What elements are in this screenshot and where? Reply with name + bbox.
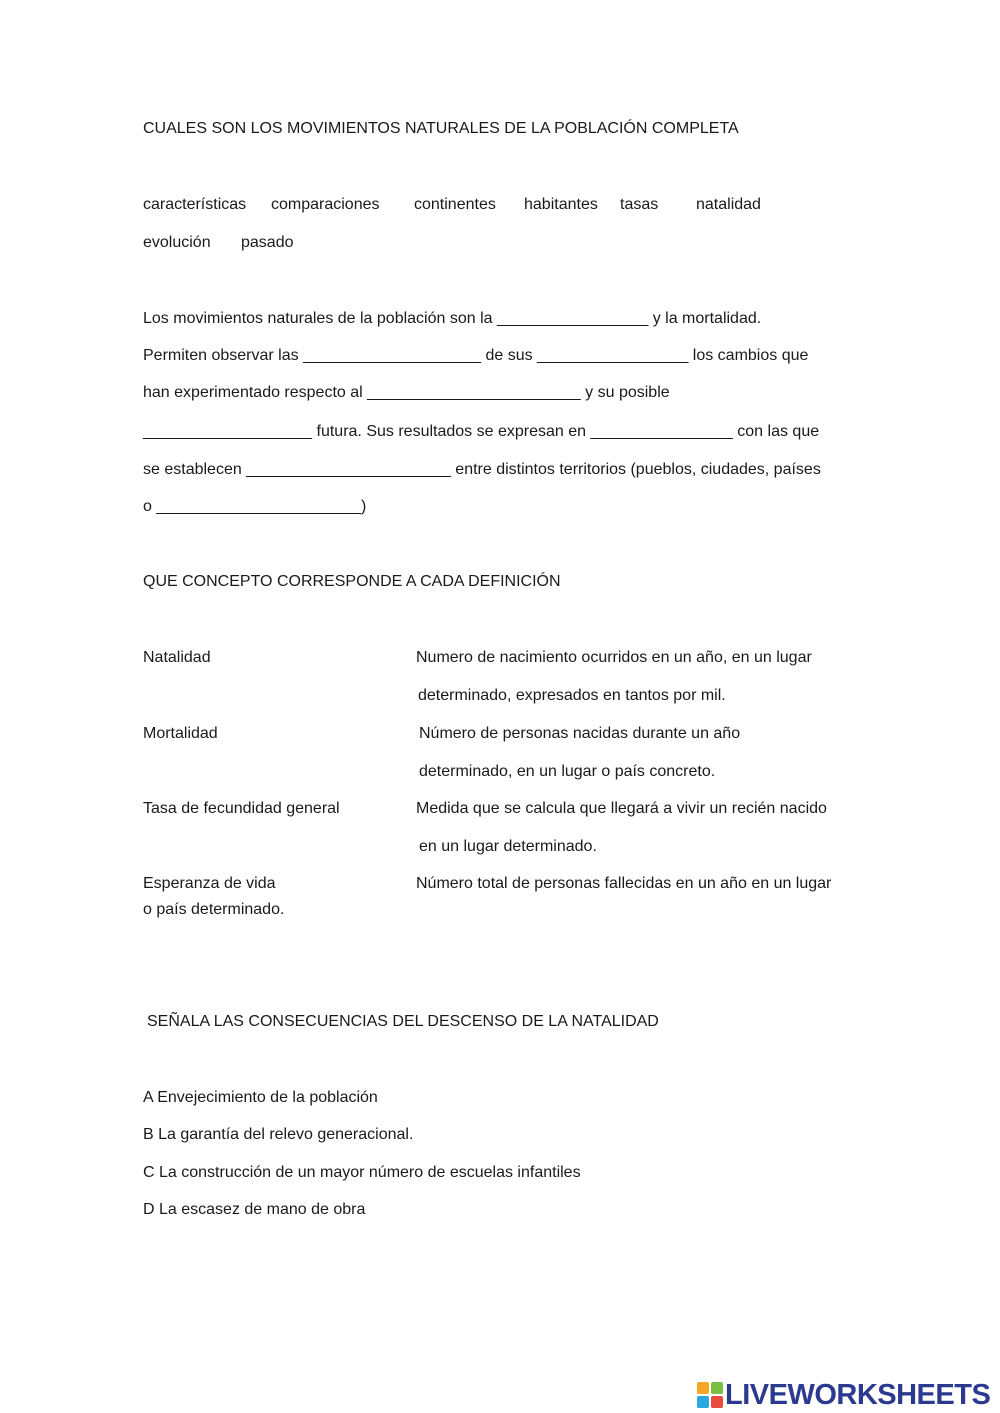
section2-title: QUE CONCEPTO CORRESPONDE A CADA DEFINICIÓN xyxy=(143,573,561,590)
word-bank-item: habitantes xyxy=(524,196,598,213)
paragraph-line: ___________________ futura. Sus resultados se expresan en ________________ con las que xyxy=(143,423,820,440)
word-bank-item: evolución xyxy=(143,234,211,251)
definition-line: Número total de personas fallecidas en un año en un lugar xyxy=(416,875,832,892)
word-bank-item: continentes xyxy=(414,196,496,213)
definition-line: Numero de nacimiento ocurridos en un año, en un lugar xyxy=(416,649,812,666)
term-esperanza-vida: Esperanza de vida xyxy=(143,875,276,892)
paragraph-line: se establecen _______________________ entre distintos territorios (pueblos, ciudades, países xyxy=(143,461,821,478)
option-b: B La garantía del relevo generacional. xyxy=(143,1126,414,1143)
paragraph-line: han experimentado respecto al ________________________ y su posible xyxy=(143,384,670,401)
section1-title: CUALES SON LOS MOVIMIENTOS NATURALES DE LA POBLACIÓN COMPLETA xyxy=(143,120,739,137)
brand-name: LIVEWORKSHEETS xyxy=(725,1378,991,1411)
word-bank-item: comparaciones xyxy=(271,196,380,213)
definition-line: determinado, expresados en tantos por mil. xyxy=(418,687,726,704)
option-d: D La escasez de mano de obra xyxy=(143,1201,366,1218)
definition-line: en un lugar determinado. xyxy=(419,838,597,855)
term-mortalidad: Mortalidad xyxy=(143,725,218,742)
option-a: A Envejecimiento de la población xyxy=(143,1089,378,1106)
definition-line: determinado, en un lugar o país concreto. xyxy=(419,763,716,780)
word-bank-item: pasado xyxy=(241,234,294,251)
word-bank-item: tasas xyxy=(620,196,659,213)
term-tasa-fecundidad: Tasa de fecundidad general xyxy=(143,800,340,817)
liveworksheets-logo xyxy=(697,1378,990,1412)
word-bank-item: natalidad xyxy=(696,196,761,213)
paragraph-line: o _______________________) xyxy=(143,498,367,515)
definition-line: Número de personas nacidas durante un año xyxy=(419,725,741,742)
word-bank-item: características xyxy=(143,196,247,213)
logo-mark-icon xyxy=(697,1382,723,1408)
definition-line: Medida que se calcula que llegará a vivir un recién nacido xyxy=(416,800,827,817)
paragraph-line: Permiten observar las ____________________ de sus _________________ los cambios que xyxy=(143,347,809,364)
definition-line: o país determinado. xyxy=(143,901,285,918)
option-c: C La construcción de un mayor número de escuelas infantiles xyxy=(143,1164,581,1181)
term-natalidad: Natalidad xyxy=(143,649,211,666)
paragraph-line: Los movimientos naturales de la población son la _________________ y la mortalidad. xyxy=(143,310,762,327)
section3-title: SEÑALA LAS CONSECUENCIAS DEL DESCENSO DE LA NATALIDAD xyxy=(147,1013,659,1030)
